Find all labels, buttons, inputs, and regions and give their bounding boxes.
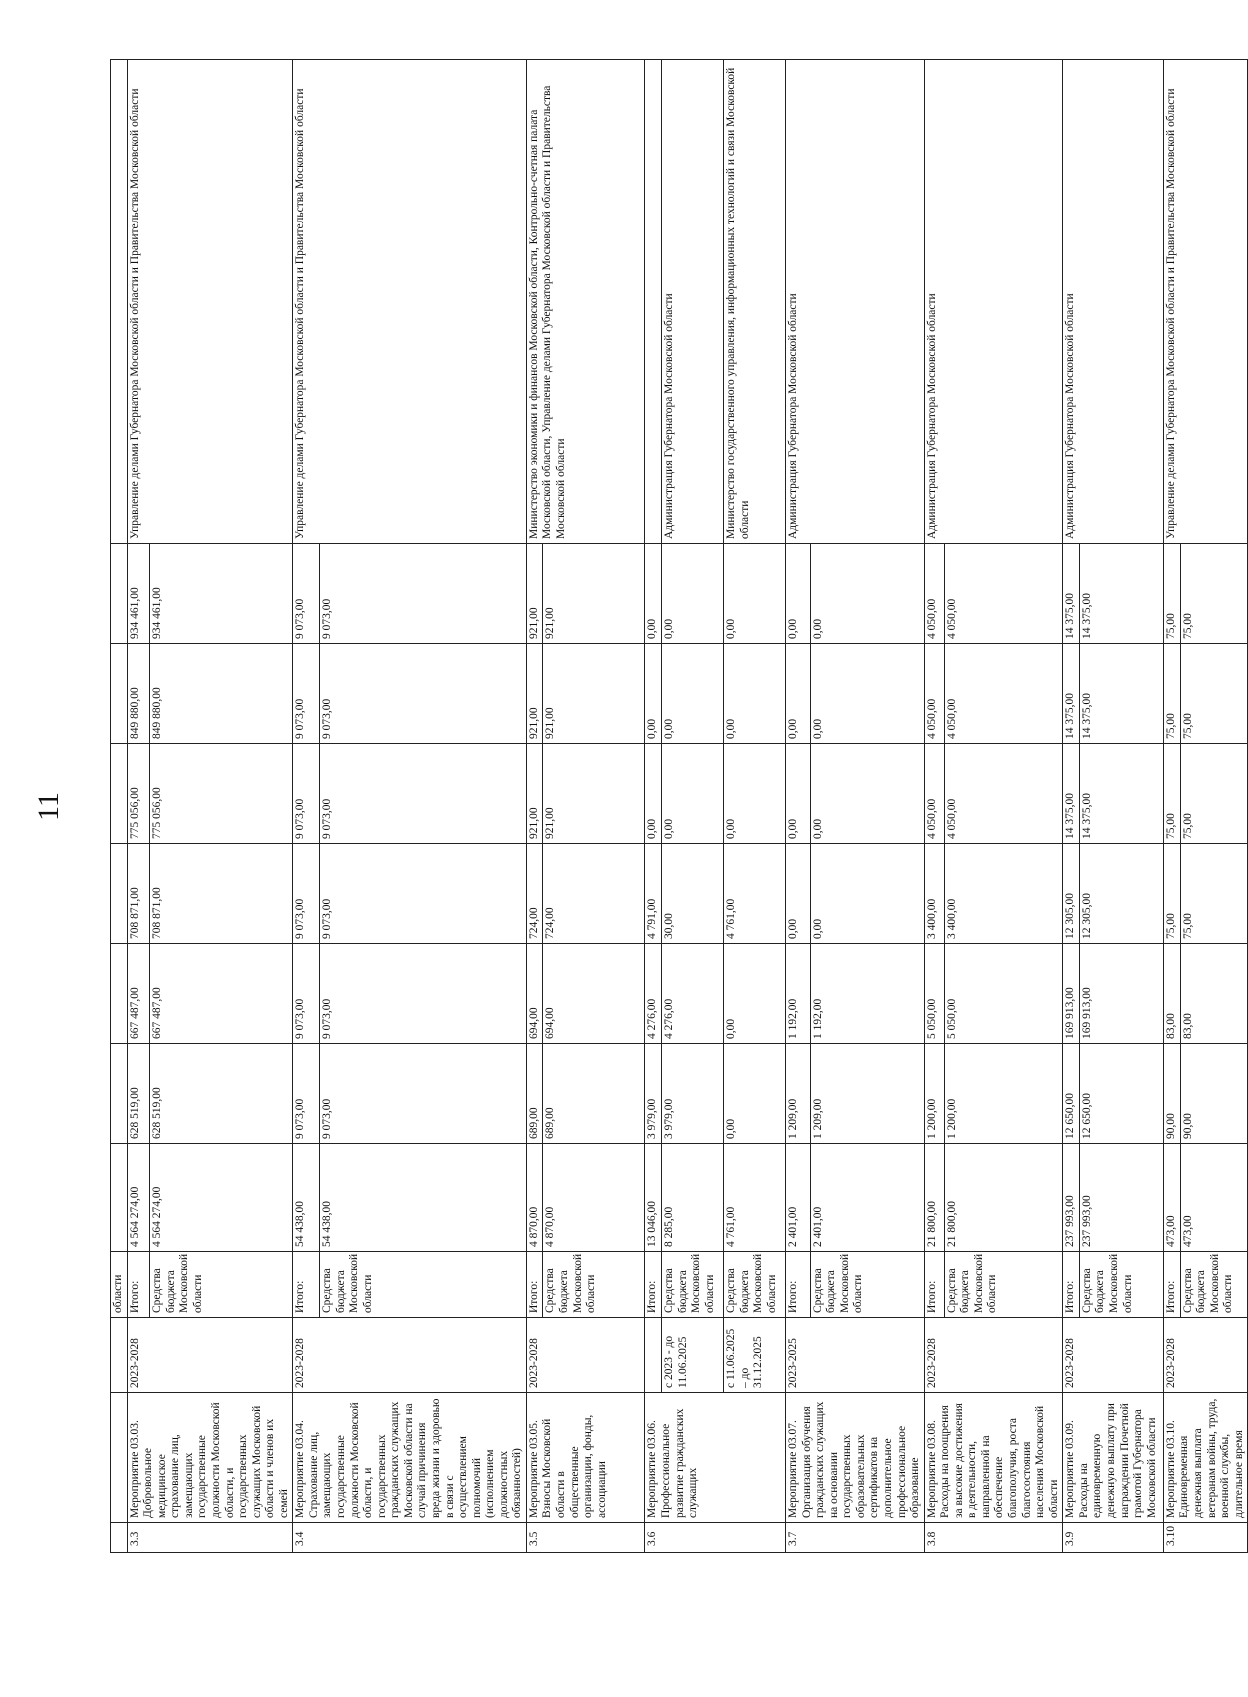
value-cell: 169 913,00 bbox=[1079, 944, 1163, 1044]
total-value: 12 305,00 bbox=[1063, 844, 1080, 944]
total-value: 9 073,00 bbox=[293, 544, 320, 644]
executor-cell: Администрация Губернатора Московской области bbox=[786, 60, 925, 544]
value-cell: 75,00 bbox=[1180, 544, 1247, 644]
total-label: Итого: bbox=[1163, 1252, 1180, 1318]
total-value: 4 791,00 bbox=[645, 844, 662, 944]
total-value: 12 650,00 bbox=[1063, 1044, 1080, 1144]
total-value: 934 461,00 bbox=[127, 544, 149, 644]
value-cell: 9 073,00 bbox=[320, 644, 527, 744]
value-cell: 0,00 bbox=[662, 644, 724, 744]
value-cell: 3 979,00 bbox=[662, 1044, 724, 1144]
total-value: 0,00 bbox=[645, 744, 662, 844]
budget-table bbox=[110, 59, 1248, 1553]
value-cell: 12 650,00 bbox=[1079, 1044, 1163, 1144]
value-cell: 75,00 bbox=[1180, 644, 1247, 744]
total-value: 75,00 bbox=[1163, 644, 1180, 744]
total-value: 1 192,00 bbox=[786, 944, 811, 1044]
value-cell: 0,00 bbox=[810, 744, 924, 844]
value-cell: 9 073,00 bbox=[320, 744, 527, 844]
value-cell: 921,00 bbox=[543, 744, 645, 844]
total-value: 724,00 bbox=[526, 844, 543, 944]
table-row bbox=[924, 60, 944, 1553]
total-label: Итого: bbox=[127, 1252, 149, 1318]
value-cell: 5 050,00 bbox=[944, 944, 1063, 1044]
executor-cell: Администрация Губернатора Московской области bbox=[662, 60, 724, 544]
total-value: 21 800,00 bbox=[924, 1144, 944, 1252]
event-name: Мероприятие 03.07. Организация обучения гражданских служащих на основании государственных образовательных сертификатов на дополнительное профессиональное образование bbox=[786, 1393, 925, 1523]
value-cell: 0,00 bbox=[810, 544, 924, 644]
value-cell: 90,00 bbox=[1180, 1044, 1247, 1144]
event-name: Мероприятие 03.09. Расходы на единовременную денежную выплату при награждении Почетной грамотой Губернатора Московской области bbox=[1063, 1393, 1164, 1523]
value-cell: 4 050,00 bbox=[944, 544, 1063, 644]
total-value: 4 050,00 bbox=[924, 544, 944, 644]
value-cell: 775 056,00 bbox=[149, 744, 292, 844]
value-cell: 4 050,00 bbox=[944, 744, 1063, 844]
total-value: 473,00 bbox=[1163, 1144, 1180, 1252]
total-label: Итого: bbox=[1063, 1252, 1080, 1318]
value-cell: 12 305,00 bbox=[1079, 844, 1163, 944]
total-value: 0,00 bbox=[786, 844, 811, 944]
period-cell: 2023-2028 bbox=[127, 1318, 293, 1393]
total-value: 4 050,00 bbox=[924, 644, 944, 744]
period-cell: 2023-2028 bbox=[1063, 1318, 1164, 1393]
value-cell: 1 192,00 bbox=[810, 944, 924, 1044]
value-cell: 21 800,00 bbox=[944, 1144, 1063, 1252]
funding-source: Средства бюджета Московской области bbox=[1079, 1252, 1163, 1318]
value-cell: 9 073,00 bbox=[320, 844, 527, 944]
value-cell: 1 209,00 bbox=[810, 1044, 924, 1144]
value-cell: 1 200,00 bbox=[944, 1044, 1063, 1144]
value-cell: 54 438,00 bbox=[320, 1144, 527, 1252]
total-value: 3 400,00 bbox=[924, 844, 944, 944]
row-index: 3.7 bbox=[786, 1523, 925, 1553]
value-cell: 4 050,00 bbox=[944, 644, 1063, 744]
total-value: 5 050,00 bbox=[924, 944, 944, 1044]
total-value: 694,00 bbox=[526, 944, 543, 1044]
total-value: 13 046,00 bbox=[645, 1144, 662, 1252]
total-label: Итого: bbox=[786, 1252, 811, 1318]
total-value: 4 050,00 bbox=[924, 744, 944, 844]
total-value: 1 209,00 bbox=[786, 1044, 811, 1144]
event-name: Мероприятие 03.10. Единовременная денежная выплата ветеранам войны, труда, военной службы, длительное время bbox=[1163, 1393, 1247, 1523]
row-index: 3.8 bbox=[924, 1523, 1063, 1553]
table-row bbox=[526, 60, 543, 1553]
table-row-sub bbox=[662, 60, 724, 1553]
value-cell: 724,00 bbox=[543, 844, 645, 944]
period-cell: 2023-2028 bbox=[924, 1318, 1063, 1393]
funding-source: Средства бюджета Московской области bbox=[320, 1252, 527, 1318]
executor-cell bbox=[645, 60, 662, 544]
value-cell: 0,00 bbox=[662, 544, 724, 644]
total-value: 921,00 bbox=[526, 544, 543, 644]
executor-cell: Управление делами Губернатора Московской области и Правительства Московской области bbox=[1163, 60, 1247, 544]
value-cell: 0,00 bbox=[724, 944, 786, 1044]
total-label: Итого: bbox=[924, 1252, 944, 1318]
value-cell: 9 073,00 bbox=[320, 544, 527, 644]
value-cell: 0,00 bbox=[724, 744, 786, 844]
table-row bbox=[293, 60, 320, 1553]
value-cell: 4 870,00 bbox=[543, 1144, 645, 1252]
value-cell: 921,00 bbox=[543, 544, 645, 644]
executor-cell: Министерство государственного управления, информационных технологий и связи Московской области bbox=[724, 60, 786, 544]
total-value: 75,00 bbox=[1163, 844, 1180, 944]
page-number: 11 bbox=[32, 792, 65, 821]
value-cell: 30,00 bbox=[662, 844, 724, 944]
funding-source: Средства бюджета Московской области bbox=[662, 1252, 724, 1318]
total-value: 1 200,00 bbox=[924, 1044, 944, 1144]
value-cell: 667 487,00 bbox=[149, 944, 292, 1044]
table-row bbox=[1163, 60, 1180, 1553]
value-cell: 0,00 bbox=[724, 644, 786, 744]
total-value: 90,00 bbox=[1163, 1044, 1180, 1144]
total-value: 9 073,00 bbox=[293, 744, 320, 844]
total-value: 4 564 274,00 bbox=[127, 1144, 149, 1252]
total-value: 3 979,00 bbox=[645, 1044, 662, 1144]
period-cell: 2023-2028 bbox=[526, 1318, 645, 1393]
total-value: 708 871,00 bbox=[127, 844, 149, 944]
period-cell: 2023-2028 bbox=[1163, 1318, 1247, 1393]
total-value: 0,00 bbox=[645, 644, 662, 744]
event-name: Мероприятие 03.05. Взносы Московской области в общественные организации, фонды, ассоциации bbox=[526, 1393, 645, 1523]
total-value: 0,00 bbox=[786, 644, 811, 744]
value-cell: 3 400,00 bbox=[944, 844, 1063, 944]
value-cell: 689,00 bbox=[543, 1044, 645, 1144]
header-cell: области bbox=[111, 1252, 128, 1318]
value-cell: 694,00 bbox=[543, 944, 645, 1044]
row-index: 3.5 bbox=[526, 1523, 645, 1553]
total-value: 9 073,00 bbox=[293, 1044, 320, 1144]
executor-cell: Министерство экономики и финансов Московской области, Контрольно-счетная палата Московской области, Управление делами Губернатора Московской области и Правительства Московской области bbox=[526, 60, 645, 544]
value-cell: 14 375,00 bbox=[1079, 744, 1163, 844]
value-cell: 708 871,00 bbox=[149, 844, 292, 944]
value-cell: 0,00 bbox=[724, 1044, 786, 1144]
table-row-sub bbox=[724, 60, 786, 1553]
funding-source: Средства бюджета Московской области bbox=[944, 1252, 1063, 1318]
executor-cell: Управление делами Губернатора Московской области и Правительства Московской области bbox=[127, 60, 293, 544]
value-cell: 628 519,00 bbox=[149, 1044, 292, 1144]
total-value: 2 401,00 bbox=[786, 1144, 811, 1252]
event-name: Мероприятие 03.04. Страхование лиц, замещающих государственные должности Московской области, и государственных гражданских служащих Московской области на случай причинения вреда жизни и здоровью в связи с осуществлением полномочий (исполнением должностных обязанностей) bbox=[293, 1393, 527, 1523]
total-value: 54 438,00 bbox=[293, 1144, 320, 1252]
total-value: 169 913,00 bbox=[1063, 944, 1080, 1044]
row-index: 3.10 bbox=[1163, 1523, 1247, 1553]
total-value: 14 375,00 bbox=[1063, 744, 1080, 844]
value-cell: 75,00 bbox=[1180, 844, 1247, 944]
value-cell: 4 564 274,00 bbox=[149, 1144, 292, 1252]
header-continuation-row bbox=[111, 60, 128, 1553]
total-value: 689,00 bbox=[526, 1044, 543, 1144]
period-cell: 2023-2025 bbox=[786, 1318, 925, 1393]
total-value: 921,00 bbox=[526, 644, 543, 744]
total-value: 0,00 bbox=[786, 544, 811, 644]
rotated-page bbox=[32, 60, 1245, 1553]
executor-cell: Администрация Губернатора Московской области bbox=[1063, 60, 1164, 544]
total-value: 0,00 bbox=[786, 744, 811, 844]
total-value: 9 073,00 bbox=[293, 944, 320, 1044]
value-cell: 83,00 bbox=[1180, 944, 1247, 1044]
value-cell: 237 993,00 bbox=[1079, 1144, 1163, 1252]
total-label: Итого: bbox=[645, 1252, 662, 1318]
value-cell: 849 880,00 bbox=[149, 644, 292, 744]
row-index: 3.6 bbox=[645, 1523, 786, 1553]
total-value: 14 375,00 bbox=[1063, 544, 1080, 644]
value-cell: 0,00 bbox=[662, 744, 724, 844]
funding-source: Средства бюджета Московской области bbox=[149, 1252, 292, 1318]
value-cell: 0,00 bbox=[724, 544, 786, 644]
value-cell: 934 461,00 bbox=[149, 544, 292, 644]
total-value: 849 880,00 bbox=[127, 644, 149, 744]
executor-cell: Управление делами Губернатора Московской области и Правительства Московской области bbox=[293, 60, 527, 544]
total-value: 83,00 bbox=[1163, 944, 1180, 1044]
total-value: 628 519,00 bbox=[127, 1044, 149, 1144]
total-value: 75,00 bbox=[1163, 744, 1180, 844]
funding-source: Средства бюджета Московской области bbox=[724, 1252, 786, 1318]
total-value: 14 375,00 bbox=[1063, 644, 1080, 744]
value-cell: 4 761,00 bbox=[724, 1144, 786, 1252]
executor-cell: Администрация Губернатора Московской области bbox=[924, 60, 1063, 544]
period-cell: 2023-2028 bbox=[293, 1318, 527, 1393]
value-cell: 2 401,00 bbox=[810, 1144, 924, 1252]
event-name: Мероприятие 03.06. Профессиональное развитие гражданских служащих bbox=[645, 1393, 786, 1523]
period-cell: с 2023 - до 11.06.2025 bbox=[662, 1318, 724, 1393]
funding-source: Средства бюджета Московской области bbox=[1180, 1252, 1247, 1318]
total-value: 9 073,00 bbox=[293, 644, 320, 744]
table-row bbox=[127, 60, 149, 1553]
row-index: 3.9 bbox=[1063, 1523, 1164, 1553]
total-value: 9 073,00 bbox=[293, 844, 320, 944]
table-row bbox=[786, 60, 811, 1553]
total-value: 237 993,00 bbox=[1063, 1144, 1080, 1252]
total-value: 0,00 bbox=[645, 544, 662, 644]
value-cell: 14 375,00 bbox=[1079, 544, 1163, 644]
value-cell: 4 276,00 bbox=[662, 944, 724, 1044]
funding-source: Средства бюджета Московской области bbox=[543, 1252, 645, 1318]
value-cell: 4 761,00 bbox=[724, 844, 786, 944]
total-value: 4 870,00 bbox=[526, 1144, 543, 1252]
total-value: 921,00 bbox=[526, 744, 543, 844]
period-cell: с 11.06.2025 – до 31.12.2025 bbox=[724, 1318, 786, 1393]
value-cell: 0,00 bbox=[810, 644, 924, 744]
value-cell: 921,00 bbox=[543, 644, 645, 744]
total-label: Итого: bbox=[526, 1252, 543, 1318]
value-cell: 0,00 bbox=[810, 844, 924, 944]
event-name: Мероприятие 03.08. Расходы на поощрения за высокие достижения в деятельности, направленной на обеспечение благополучия, роста благосостояния населения Московской области bbox=[924, 1393, 1063, 1523]
value-cell: 9 073,00 bbox=[320, 944, 527, 1044]
table-row bbox=[645, 60, 662, 1553]
value-cell: 473,00 bbox=[1180, 1144, 1247, 1252]
row-index: 3.3 bbox=[127, 1523, 293, 1553]
value-cell: 8 285,00 bbox=[662, 1144, 724, 1252]
period-cell bbox=[645, 1318, 662, 1393]
row-index: 3.4 bbox=[293, 1523, 527, 1553]
total-label: Итого: bbox=[293, 1252, 320, 1318]
total-value: 667 487,00 bbox=[127, 944, 149, 1044]
value-cell: 75,00 bbox=[1180, 744, 1247, 844]
table-row bbox=[1063, 60, 1080, 1553]
total-value: 775 056,00 bbox=[127, 744, 149, 844]
event-name: Мероприятие 03.03. Добровольное медицинское страхование лиц, замещающих государственные должности Московской области, и государственных служащих Московской области и членов их семей bbox=[127, 1393, 293, 1523]
total-value: 4 276,00 bbox=[645, 944, 662, 1044]
value-cell: 14 375,00 bbox=[1079, 644, 1163, 744]
funding-source: Средства бюджета Московской области bbox=[810, 1252, 924, 1318]
total-value: 75,00 bbox=[1163, 544, 1180, 644]
value-cell: 9 073,00 bbox=[320, 1044, 527, 1144]
